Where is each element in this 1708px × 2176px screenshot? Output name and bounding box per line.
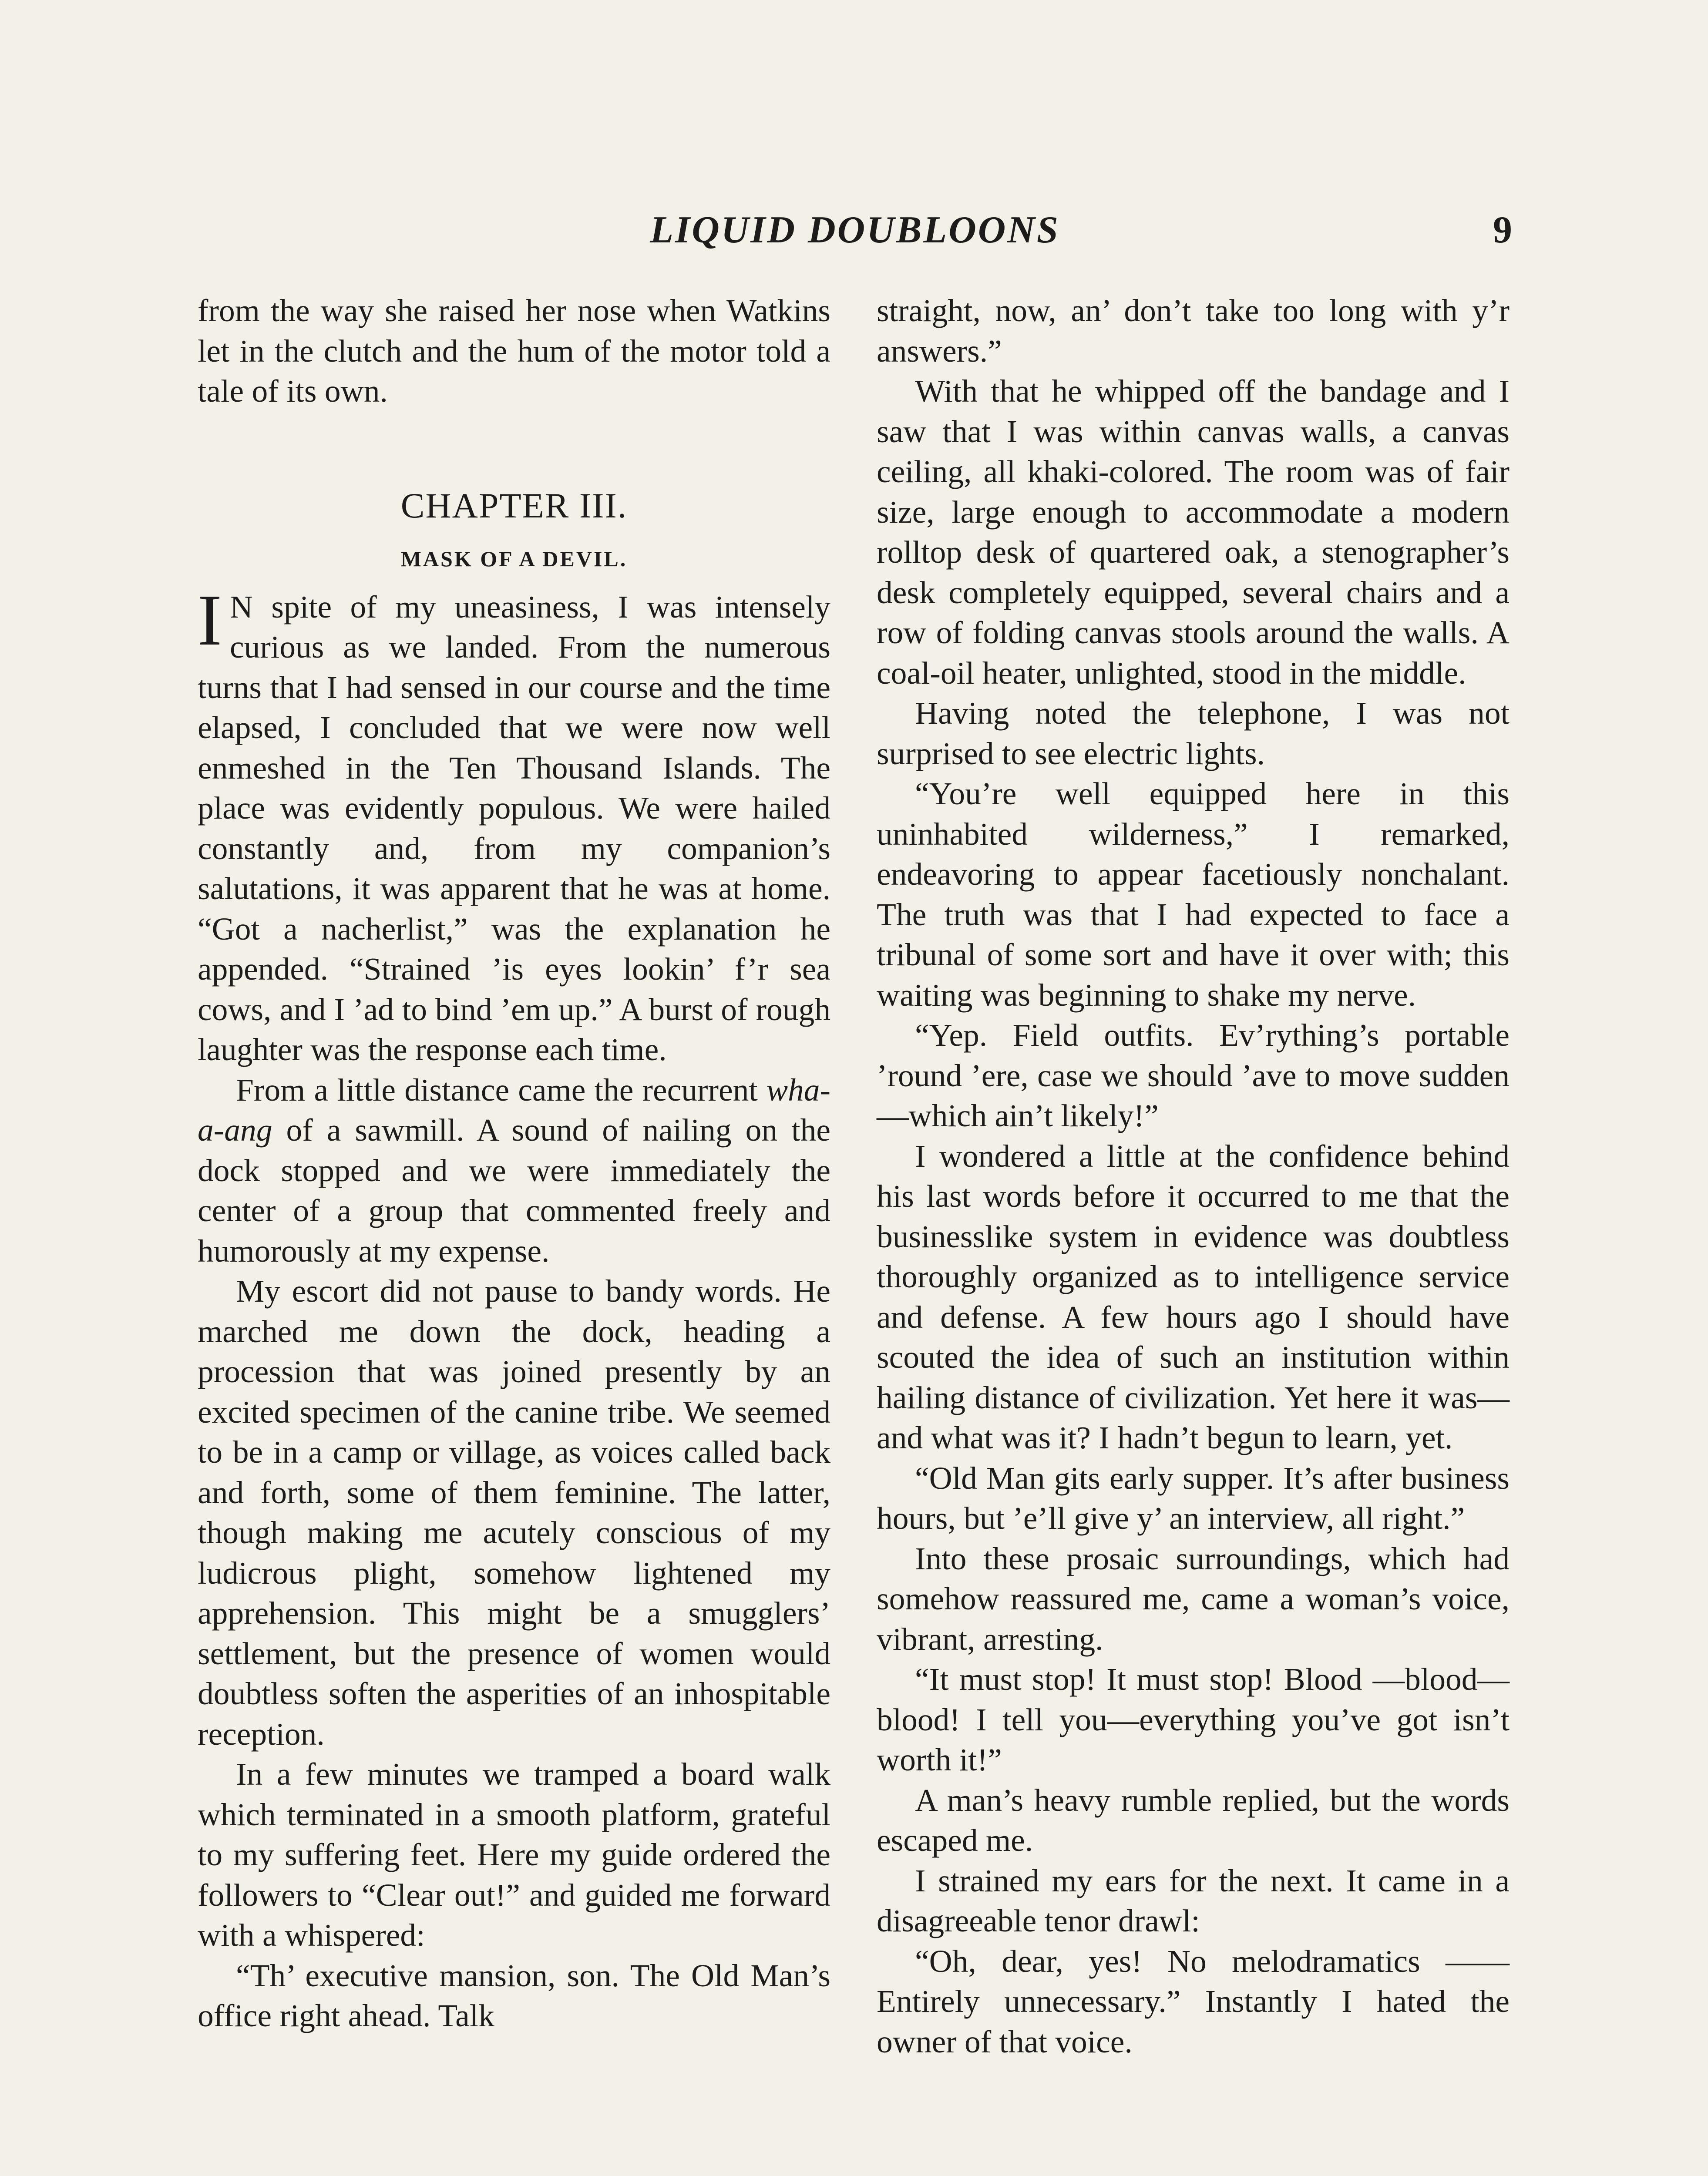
paragraph: Having noted the telephone, I was not surprised to see electric lights.: [877, 695, 1510, 771]
drop-cap: I: [198, 579, 222, 661]
paragraph: “You’re well equipped here in this uninhabited wilderness,” I remarked, endeavoring to appear facetiously nonchalant. The truth was that I had expected to face a tribunal of some sort and have it over with; this waiting was beginning to shake my nerve.: [877, 776, 1510, 1013]
paragraph: A man’s heavy rumble replied, but the words escaped me.: [877, 1782, 1510, 1858]
paragraph: With that he whipped off the bandage and I saw that I was within canvas walls, a canvas ceiling, all khaki-colored. The room was of fair size, large enough to accommodate a modern rolltop desk of quartered oak, a stenographer’s desk completely equipped, several chairs and a row of folding canvas stools around the walls. A coal-oil heater, unlighted, stood in the middle.: [877, 373, 1510, 691]
paragraph: I wondered a little at the confidence behind his last words before it occurred to me that the businesslike system in evidence was doubtless thoroughly organized as to intelligence service and defense. A few hours ago I should have scouted the idea of such an institution within hailing distance of civilization. Yet here it was—and what was it? I hadn’t begun to learn, yet.: [877, 1138, 1510, 1455]
paragraph: straight, now, an’ don’t take too long with y’r answers.”: [877, 293, 1510, 369]
italic-sound: wha-a-ang: [198, 1072, 830, 1148]
paragraph-text: of a sawmill. A sound of nailing on the dock stopped and we were immediately the center of a group that commented freely and humorously at my expense.: [198, 1112, 830, 1269]
paragraph-text: From a little distance came the recurrent: [236, 1072, 767, 1108]
paragraph: “Th’ executive mansion, son. The Old Man’s office right ahead. Talk: [198, 1958, 830, 2033]
paragraph: I strained my ears for the next. It came in a disagreeable tenor drawl:: [877, 1863, 1510, 1938]
running-title: LIQUID DOUBLOONS: [650, 209, 1060, 251]
paragraph: Into these prosaic surroundings, which had somehow reassured me, came a woman’s voice, vibrant, arresting.: [877, 1541, 1510, 1657]
left-column: [198, 291, 830, 2036]
right-column: [877, 291, 1510, 2062]
page-number: 9: [1493, 209, 1512, 251]
paragraph: In a few minutes we tramped a board walk which terminated in a smooth platform, grateful to my suffering feet. Here my guide ordered the followers to “Clear out!” and guided me forward with a whispered:: [198, 1756, 830, 1953]
paragraph: [198, 1070, 830, 1272]
paragraph: My escort did not pause to bandy words. He marched me down the dock, heading a procession that was joined presently by an excited specimen of the canine tribe. We seemed to be in a camp or village, as voices called back and forth, some of them feminine. The latter, though making me acutely conscious of my ludicrous plight, somehow lightened my apprehension. This might be a smugglers’ settlement, but the presence of women would doubtless soften the asperities of an inhospitable reception.: [198, 1273, 830, 1752]
running-head: [198, 208, 1512, 260]
opening-paragraph-text: N spite of my uneasiness, I was intensely curious as we landed. From the numerous turns that I had sensed in our course and the time elapsed, I concluded that we were now well enmeshed in the Ten Thousand Islands. The place was evidently populous. We were hailed constantly and, from my companion’s salutations, it was apparent that he was at home. “Got a nacherlist,” was the explanation he appended. “Strained ’is eyes lookin’ f’r sea cows, and I ’ad to bind ’em up.” A burst of rough laughter was the response each time.: [198, 589, 830, 1067]
paragraph: from the way she raised her nose when Watkins let in the clutch and the hum of the motor told a tale of its own.: [198, 293, 830, 409]
chapter-subtitle: MASK OF A DEVIL.: [400, 547, 628, 571]
paragraph: “Oh, dear, yes! No melodramatics —— Entirely unnecessary.” Instantly I hated the owner of that voice.: [877, 1943, 1510, 2059]
paragraph: “It must stop! It must stop! Blood —blood—blood! I tell you—everything you’ve got isn’t worth it!”: [877, 1662, 1510, 1777]
paragraph: “Old Man gits early supper. It’s after business hours, but ’e’ll give y’ an interview, all right.”: [877, 1460, 1510, 1536]
paragraph: “Yep. Field outfits. Ev’rything’s portable ’round ’ere, case we should ’ave to move sudden—which ain’t likely!”: [877, 1017, 1510, 1133]
opening-paragraph: [198, 579, 830, 1070]
chapter-title: CHAPTER III.: [400, 485, 628, 525]
